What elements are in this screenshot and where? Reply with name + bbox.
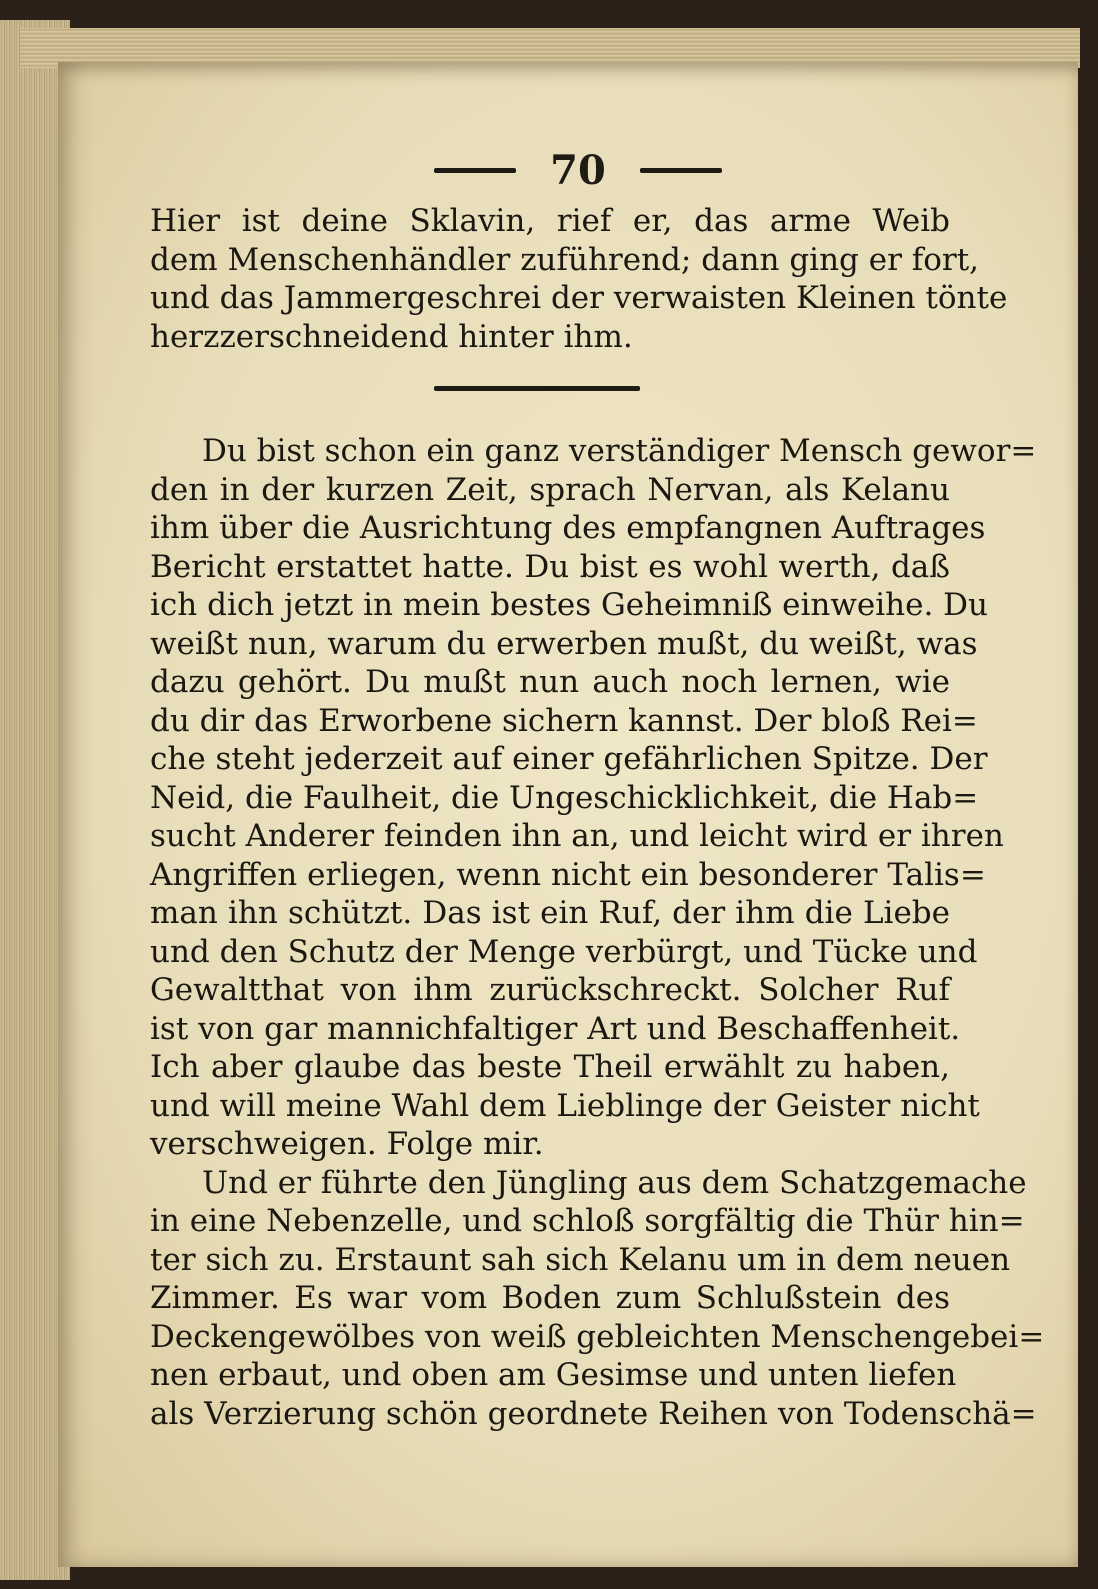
text-line: ich dich jetzt in mein bestes Geheimniß einweihe. Du — [150, 587, 988, 623]
text-line: che steht jederzeit auf einer gefährlichen Spitze. Der — [150, 741, 988, 777]
text-line: dem Menschenhändler zuführend; dann ging er fort, — [150, 241, 980, 278]
book-page — [58, 62, 1078, 1567]
text-line: man ihn schützt. Das ist ein Ruf, der ihm die Liebe — [150, 895, 950, 931]
text-line: Bericht erstattet hatte. Du bist es wohl werth, daß — [150, 548, 950, 585]
text-line: und das Jammergeschrei der verwaisten Kleinen tönte — [150, 280, 1008, 316]
text-line: in eine Nebenzelle, und schloß sorgfältig die Thür hin= — [150, 1203, 1025, 1239]
text-line: Ich aber glaube das beste Theil erwählt zu haben, — [150, 1049, 950, 1085]
text-line: du dir das Erworbene sichern kannst. Der bloß Rei= — [150, 702, 978, 739]
paragraph-1 — [150, 202, 1008, 356]
text-line: als Verzierung schön geordnete Reihen von Todenschä= — [150, 1395, 1037, 1432]
text-line: Angriffen erliegen, wenn nicht ein besonderer Talis= — [150, 856, 986, 893]
text-line: weißt nun, warum du erwerben mußt, du weißt, was — [150, 625, 978, 662]
text-line: nen erbaut, und oben am Gesimse und unten liefen — [150, 1357, 957, 1393]
text-line: Gewaltthat von ihm zurückschreckt. Solcher Ruf — [150, 972, 950, 1008]
text-line: Hier ist deine Sklavin, rief er, das arme Weib — [150, 203, 950, 239]
text-line: und will meine Wahl dem Lieblinge der Geister nicht — [150, 1087, 980, 1124]
text-line: und den Schutz der Menge verbürgt, und Tücke und — [150, 933, 978, 970]
text-line: Neid, die Faulheit, die Ungeschicklichkeit, die Hab= — [150, 779, 979, 816]
text-line: Zimmer. Es war vom Boden zum Schlußstein des — [150, 1280, 950, 1316]
text-line: ihm über die Ausrichtung des empfangnen Auftrages — [150, 510, 986, 546]
text-line: verschweigen. Folge mir. — [150, 1126, 544, 1162]
page-number: 70 — [550, 146, 606, 194]
text-line: Deckengewölbes von weiß gebleichten Menschengebei= — [150, 1318, 1045, 1355]
section-separator — [434, 386, 640, 391]
text-line: ist von gar mannichfaltiger Art und Beschaffenheit. — [150, 1010, 961, 1047]
page-header — [398, 146, 758, 194]
text-line: Und er führte den Jüngling aus dem Schatzgemache — [202, 1164, 1027, 1201]
header-dash-left — [434, 168, 516, 173]
text-line: sucht Anderer feinden ihn an, und leicht wird er ihren — [150, 818, 1004, 854]
text-line: Du bist schon ein ganz verständiger Mensch gewor= — [202, 433, 1037, 469]
paragraph-2 — [150, 432, 1045, 1433]
text-line: herzzerschneidend hinter ihm. — [150, 318, 633, 355]
text-line: ter sich zu. Erstaunt sah sich Kelanu um in dem neuen — [150, 1241, 1011, 1278]
text-line: den in der kurzen Zeit, sprach Nervan, als Kelanu — [150, 471, 950, 508]
text-line: dazu gehört. Du mußt nun auch noch lernen, wie — [150, 664, 950, 700]
header-dash-right — [640, 168, 722, 173]
